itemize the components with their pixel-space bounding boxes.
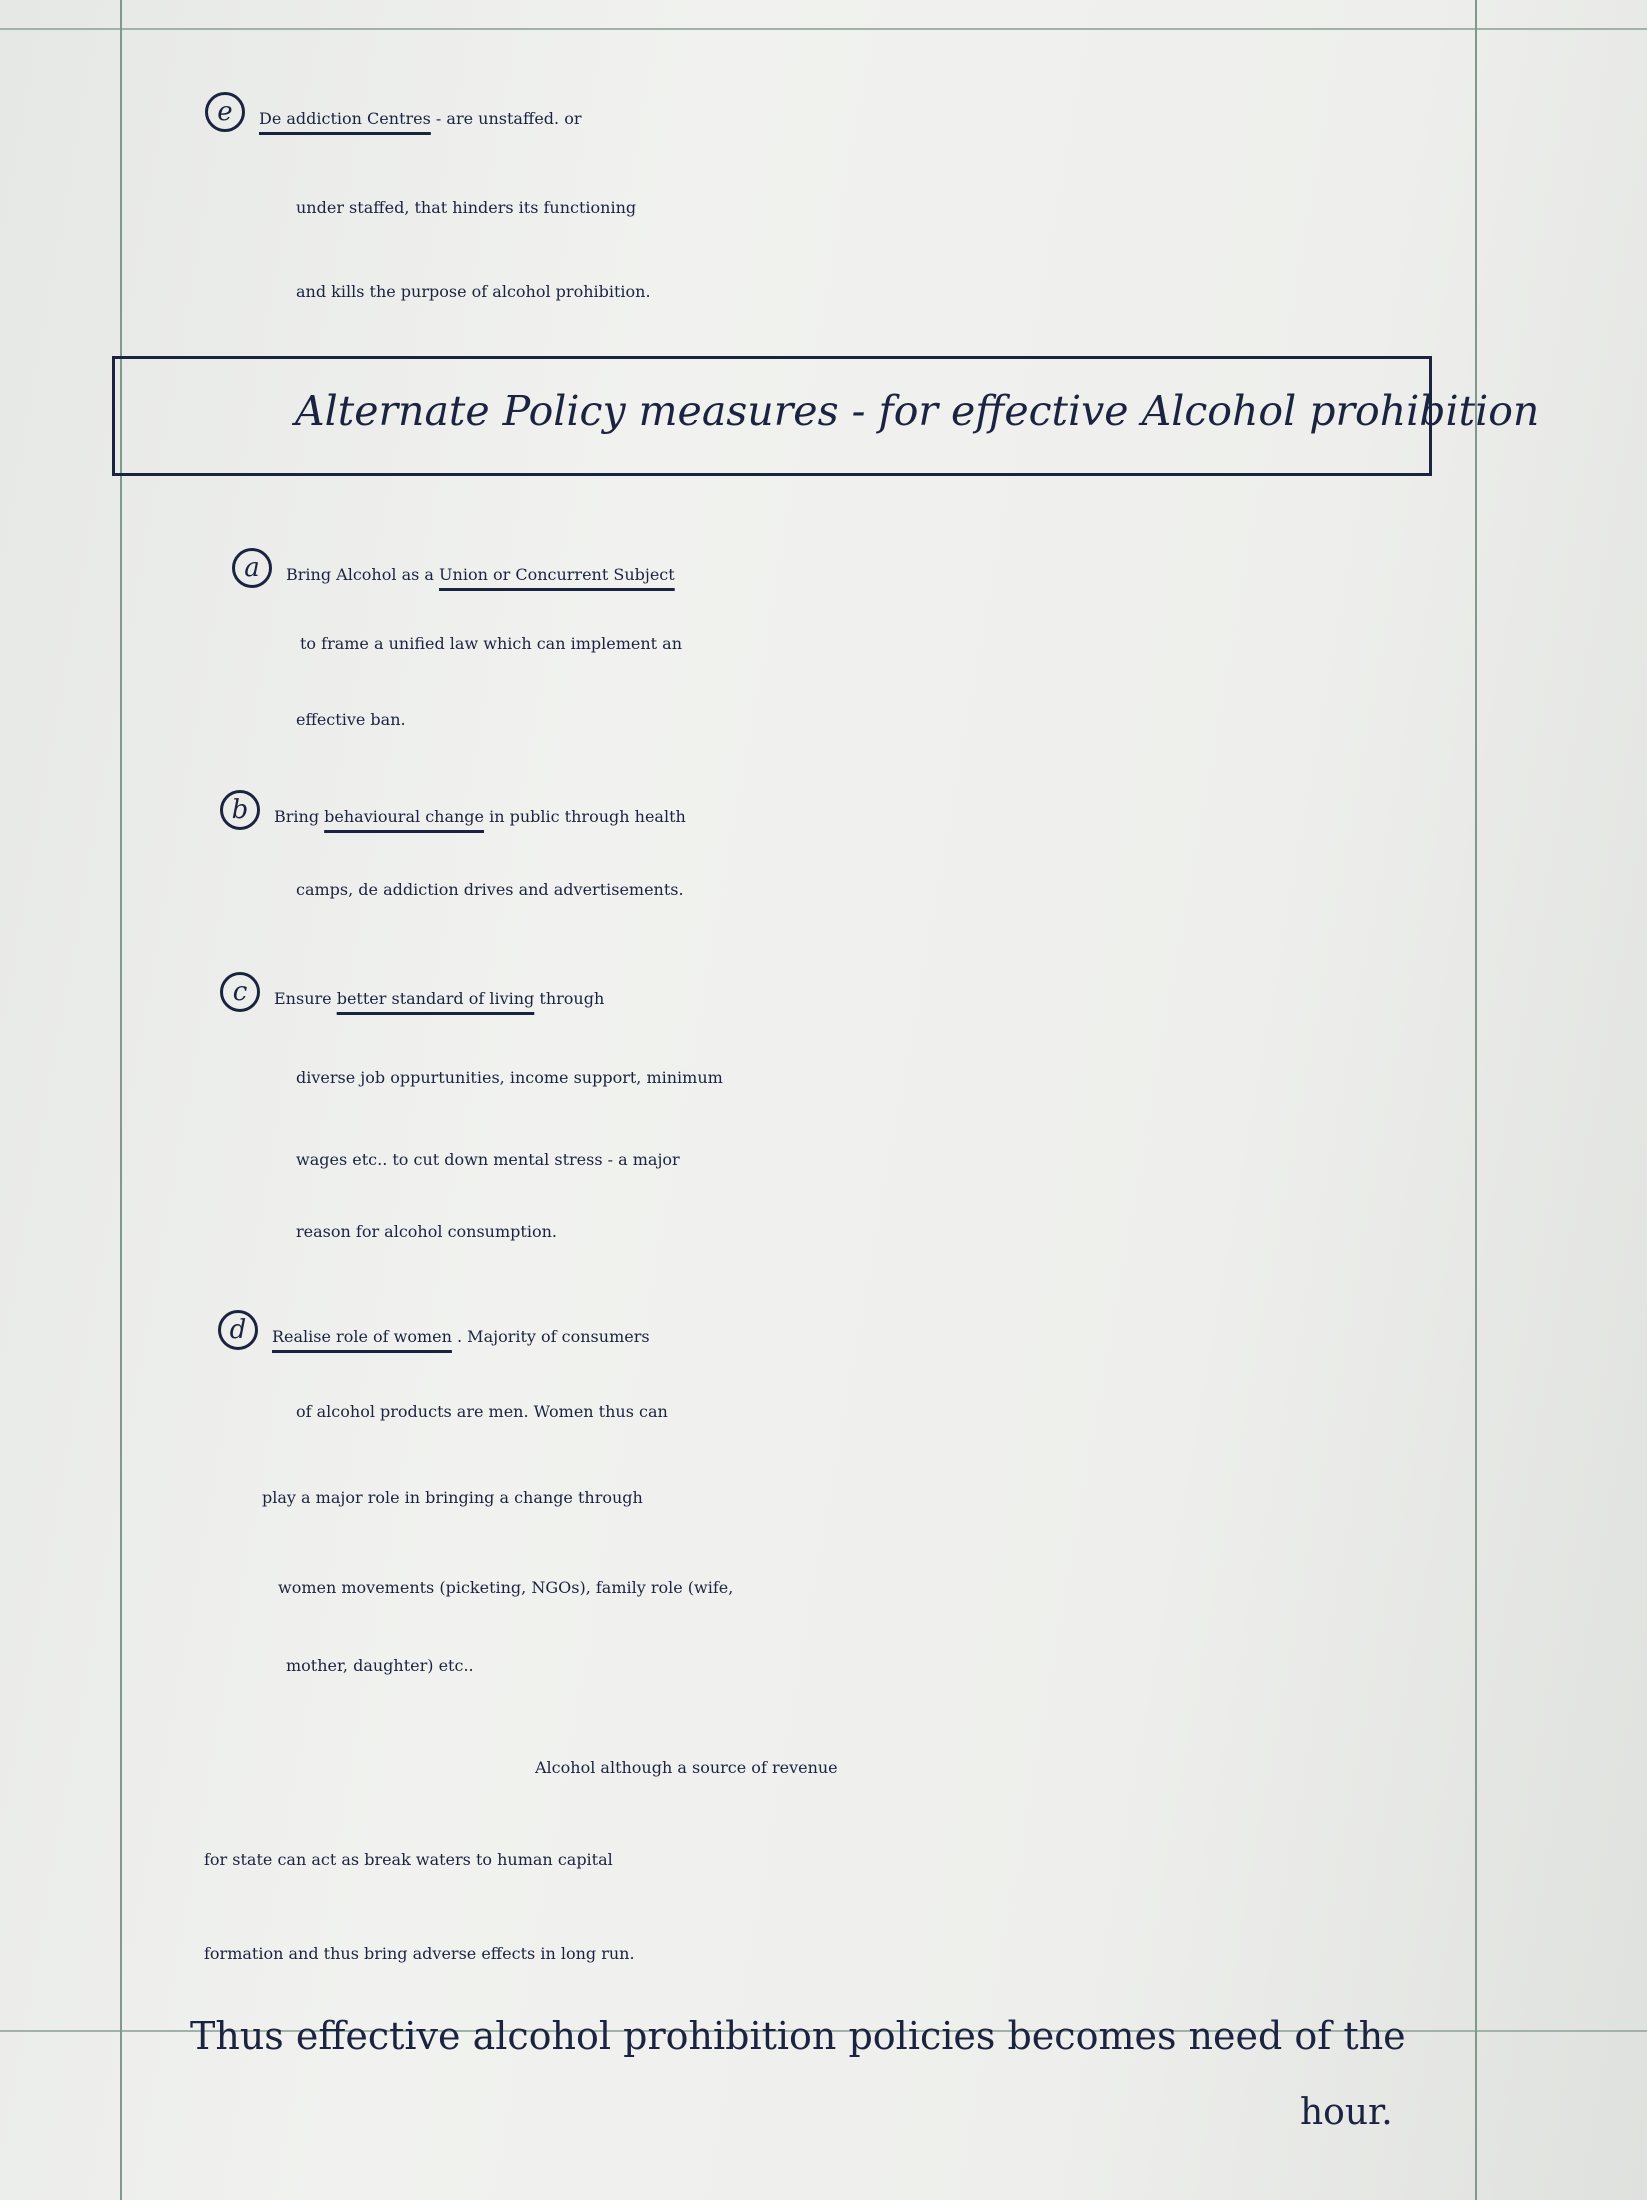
measure-d-line5: mother, daughter) etc.. — [286, 1656, 474, 1675]
measure-c-pre: Ensure — [274, 989, 337, 1008]
point-marker-b: b — [220, 790, 260, 830]
page-margin-right — [1475, 0, 1477, 2200]
conclusion-line5: hour. — [1300, 2092, 1393, 2133]
point-marker-c: c — [220, 972, 260, 1012]
measure-c-line2: diverse job oppurtunities, income support, minimum — [296, 1068, 723, 1087]
measure-b-post: in public through health — [484, 807, 686, 826]
conclusion-line1: Alcohol although a source of revenue — [535, 1758, 838, 1777]
measure-b-pre: Bring — [274, 807, 325, 826]
measure-a-pre: Bring Alcohol as a — [286, 565, 440, 584]
measure-d-line4: women movements (picketing, NGOs), family role (wife, — [278, 1578, 734, 1597]
measure-c-line3: wages etc.. to cut down mental stress - a major — [296, 1150, 680, 1169]
measure-b-line1 — [220, 790, 686, 830]
point-marker-e: e — [205, 92, 245, 132]
page-rule-top — [0, 28, 1647, 30]
measure-d-line1 — [218, 1310, 650, 1350]
measure-c-post: through — [534, 989, 605, 1008]
measure-d-post: . Majority of consumers — [451, 1327, 650, 1346]
measure-c-line1 — [220, 972, 604, 1012]
point-e-line3: and kills the purpose of alcohol prohibition. — [296, 282, 651, 301]
point-e-line1 — [205, 92, 581, 132]
conclusion-line4: Thus effective alcohol prohibition policies becomes need of the — [190, 2014, 1406, 2058]
measure-d-line3: play a major role in bringing a change through — [262, 1488, 643, 1507]
measure-a-line1 — [232, 548, 675, 588]
measure-a-highlight: Union or Concurrent Subject — [439, 565, 675, 584]
policy-measures-heading: Alternate Policy measures - for effective Alcohol prohibition — [295, 387, 1540, 435]
measure-d-line2: of alcohol products are men. Women thus can — [296, 1402, 668, 1421]
page-margin-left — [120, 0, 122, 2200]
point-e-text: - are unstaffed. or — [435, 109, 582, 128]
measure-b-line2: camps, de addiction drives and advertisements. — [296, 880, 684, 899]
policy-measures-box — [112, 356, 1540, 476]
point-marker-a: a — [232, 548, 272, 588]
conclusion-line3: formation and thus bring adverse effects in long run. — [204, 1944, 635, 1963]
point-e-line2: under staffed, that hinders its functioning — [296, 198, 637, 217]
measure-b-highlight: behavioural change — [324, 807, 485, 826]
measure-d-highlight: Realise role of women — [272, 1327, 452, 1346]
measure-a-line2: to frame a unified law which can implement an — [300, 634, 683, 653]
point-marker-d: d — [218, 1310, 258, 1350]
measure-c-line4: reason for alcohol consumption. — [296, 1222, 557, 1241]
measure-a-line3: effective ban. — [296, 710, 406, 729]
point-e-heading: De addiction Centres — [259, 109, 431, 128]
measure-c-highlight: better standard of living — [336, 989, 535, 1008]
conclusion-line2: for state can act as break waters to human capital — [204, 1850, 613, 1869]
